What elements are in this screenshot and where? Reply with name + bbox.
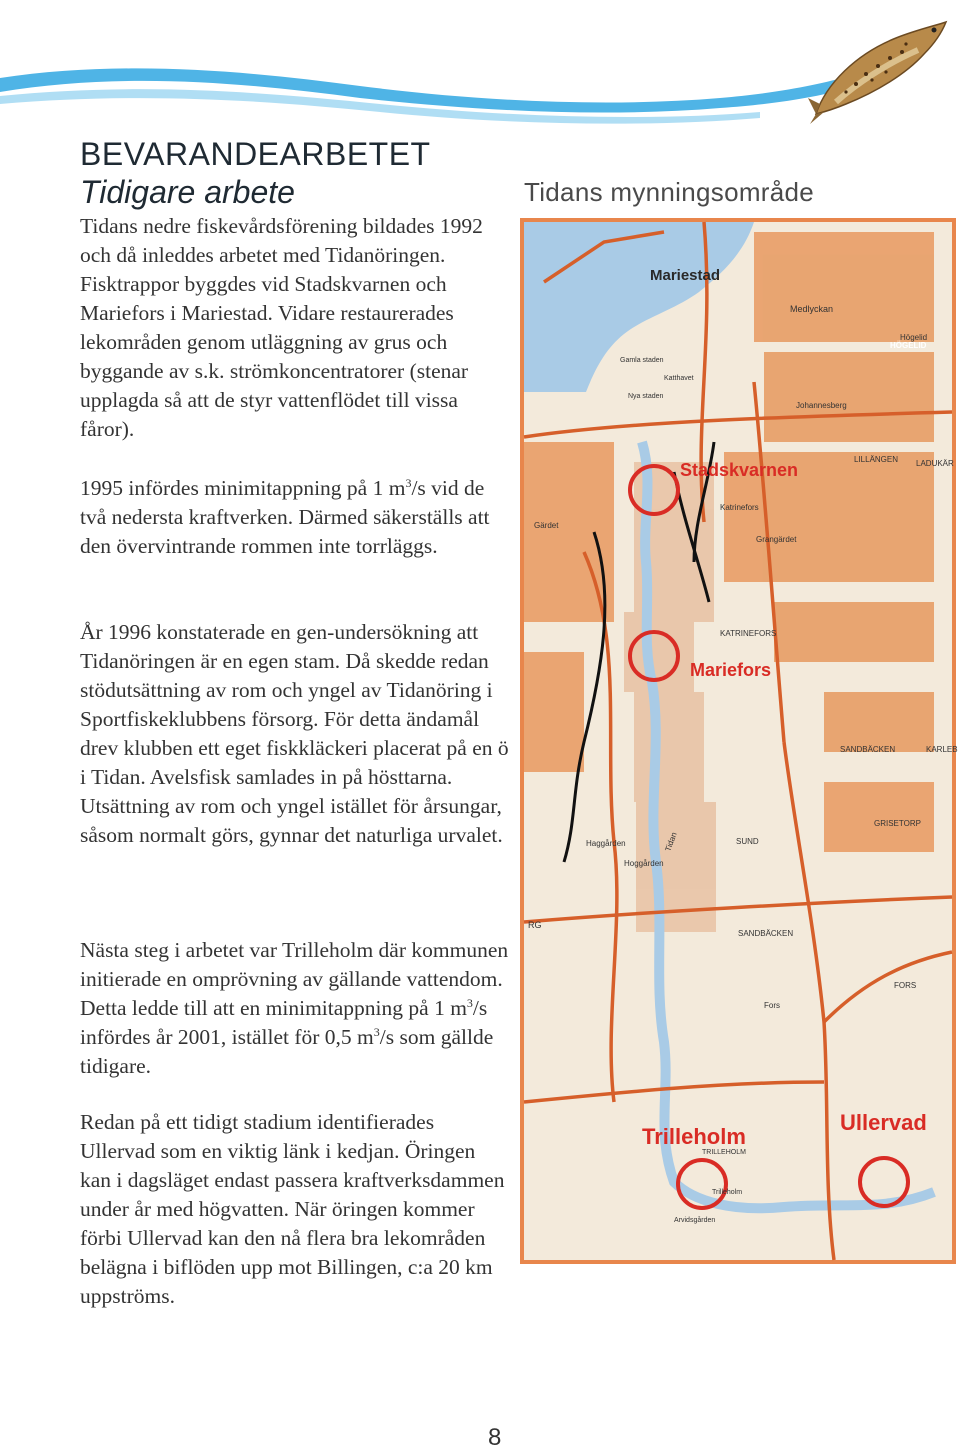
map-label-sandbacken: SANDBÄCKEN xyxy=(840,745,896,754)
map-label-katrinefors: Katrinefors xyxy=(720,503,759,512)
map-label-trilleholm-small: Trilleholm xyxy=(712,1189,743,1196)
map-label-sandbacken-2: SANDBÄCKEN xyxy=(738,929,794,938)
section-title: BEVARANDEARBETET xyxy=(80,136,431,172)
map-label-ladukar: LADUKÄR xyxy=(916,459,954,468)
page-number: 8 xyxy=(488,1424,502,1451)
map-label-hogelid: HÖGELID xyxy=(890,341,927,350)
paragraph-4-text-c: /s som gällde tidigare. xyxy=(80,1025,494,1078)
map-label-nya-staden: Nya staden xyxy=(628,393,664,400)
map-label-katrinefors-caps: KATRINEFORS xyxy=(720,629,777,638)
map-label-ullervad: Ullervad xyxy=(840,1110,927,1135)
map-label-haggarden: Haggården xyxy=(586,839,626,848)
map-label-arvidsgarden: Arvidsgården xyxy=(674,1217,716,1224)
map-label-mariestad: Mariestad xyxy=(650,267,721,284)
map-label-trilleholm-caps: TRILLEHOLM xyxy=(702,1149,746,1156)
superscript: 3 xyxy=(405,475,412,490)
paragraph-2-text-b: /s vid de två nedersta kraftverken. Därmed säkerställs att den övervintrande rommen inte torrläggs. xyxy=(80,476,490,558)
river-mouth-map xyxy=(520,218,956,1264)
map-title: Tidans mynningsområde xyxy=(524,177,815,207)
map-label-trilleholm: Trilleholm xyxy=(642,1124,746,1149)
trout-fish-icon xyxy=(806,14,954,126)
map-label-karleb: KARLEB xyxy=(926,745,958,754)
superscript: 3 xyxy=(373,1024,380,1039)
map-label-johannesberg: Johannesberg xyxy=(796,401,847,410)
paragraph-3: År 1996 konstaterade en gen-undersökning att Tidanöringen är en egen stam. Då skedde redan stödutsättning av rom och yngel av Tidanöring i Sportfiskeklubbens försorg. För detta ändamål drev klubben ett eget fiskkläckeri placerat på en ö i Tidan. Avelsfisk samlades in på hösttarna. Utsättning av rom och yngel istället för årsungar, såsom normalt görs, gynnar det naturliga urvalet. xyxy=(80,620,509,847)
superscript: 3 xyxy=(466,995,473,1010)
paragraph-2 xyxy=(80,474,510,561)
map-label-rg: RG xyxy=(528,920,542,930)
paragraph-2-text-a: 1995 infördes minimitappning på 1 m xyxy=(80,476,406,500)
map-label-lillangen: LILLÄNGEN xyxy=(854,455,899,464)
map-label-hoggarden: Hoggården xyxy=(624,859,664,868)
map-label-katthavet: Katthavet xyxy=(664,375,694,382)
paragraph-4 xyxy=(80,936,510,1081)
paragraph-4-text-b: /s infördes år 2001, istället för 0,5 m xyxy=(80,996,488,1049)
map-label-fors-small: Fors xyxy=(764,1001,780,1010)
map-label-gardet: Gärdet xyxy=(534,521,559,530)
map-label-medlyckan: Medlyckan xyxy=(790,304,834,314)
map-label-grangardet: Grangärdet xyxy=(756,535,797,544)
map-label-sund: SUND xyxy=(736,837,759,846)
map-label-fors: FORS xyxy=(894,981,917,990)
section-subtitle: Tidigare arbete xyxy=(80,174,295,210)
map-label-tidan: Tidan xyxy=(663,831,679,853)
paragraph-1: Tidans nedre fiskevårdsförening bildades 1992 och då inleddes arbetet med Tidanöringen. Fisktrappor byggdes vid Stadskvarnen och Mariefors i Mariestad. Vidare restaurerades lekområden genom utläggning av grus och byggande av s.k. strömkoncentratorer (stenar upplagda så att de styr vattenflödet till vissa fåror). xyxy=(80,214,483,441)
map-label-grisetorp: GRISETORP xyxy=(874,819,921,828)
paragraph-4-text-a: Nästa steg i arbetet var Trilleholm där kommunen initierade en omprövning av gällande vattendom. Detta ledde till att en minimitappning på 1 m xyxy=(80,938,509,1020)
paragraph-5: Redan på ett tidigt stadium identifierades Ullervad som en viktig länk i kedjan. Öringen kan i dagsläget endast passera kraftverksdammen under år med högvatten. När öringen kommer förbi Ullervad kan den nå flera bra lekområden belägna i biflöden upp mot Billingen, c:a 20 km uppströms. xyxy=(80,1110,505,1308)
map-label-mariefors: Mariefors xyxy=(690,660,772,680)
map-label-gamla-staden: Gamla staden xyxy=(620,357,664,364)
map-label-hogelid-small: Högelid xyxy=(900,333,928,342)
map-label-stadskvarnen: Stadskvarnen xyxy=(680,460,799,480)
